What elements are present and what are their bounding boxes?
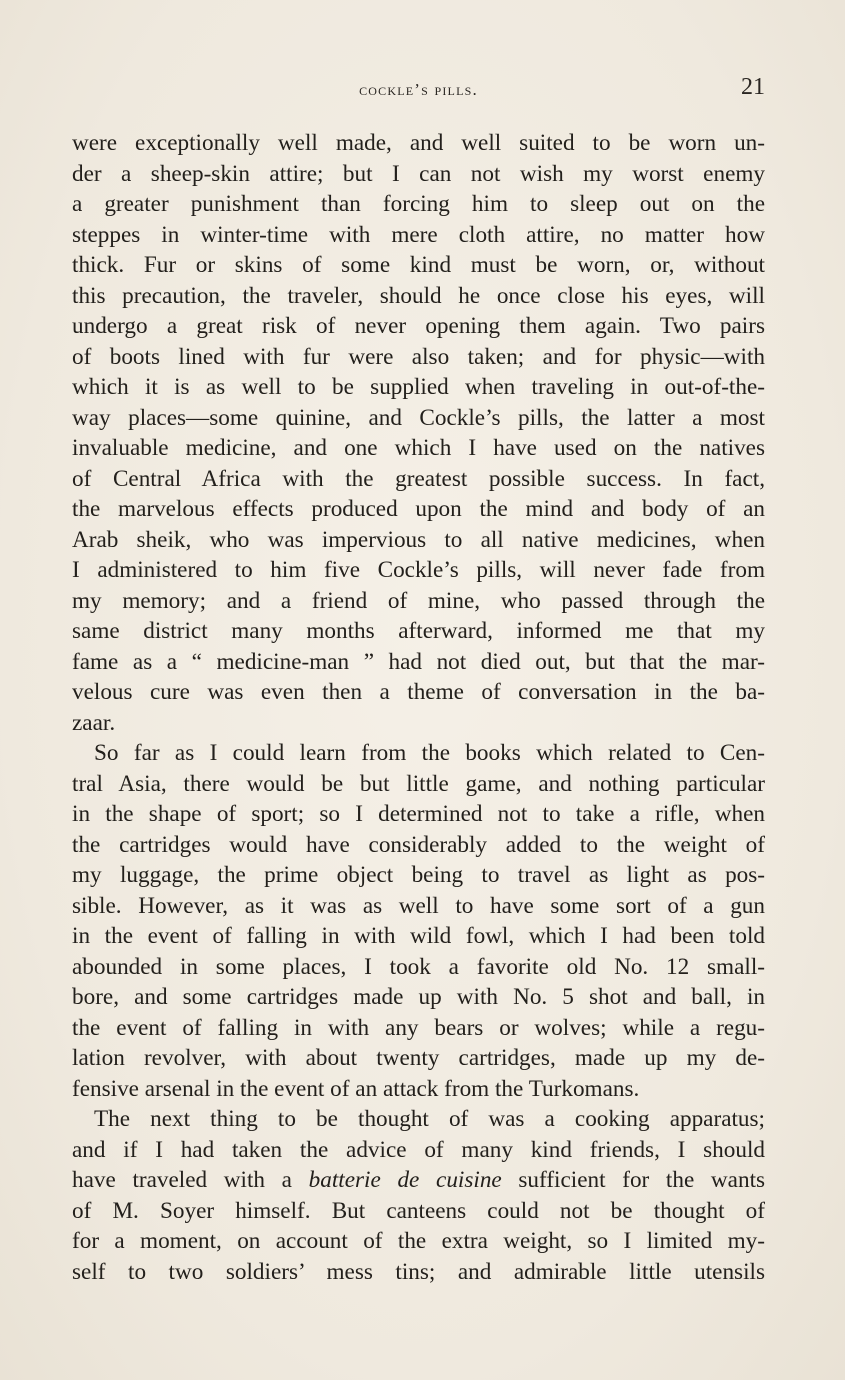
text-line: abounded in some places, I took a favorite old No. 12 small- bbox=[72, 953, 765, 980]
text-run: have traveled with a bbox=[72, 1167, 292, 1193]
text-line: fame as a “ medicine-man ” had not died out, but that the mar- bbox=[72, 648, 765, 675]
text-line: thick. Fur or skins of some kind must be worn, or, without bbox=[72, 252, 765, 278]
text-line: way places—some quinine, and Cockle’s pills, the latter a most bbox=[72, 404, 765, 431]
text-line: The next thing to be thought of was a cooking apparatus; bbox=[94, 1106, 765, 1132]
text-line: Arab sheik, who was impervious to all native medicines, when bbox=[72, 526, 765, 553]
text-line: of boots lined with fur were also taken; and for physic—with bbox=[72, 343, 765, 370]
text-line: in the shape of sport; so I determined not to take a rifle, when bbox=[72, 801, 765, 827]
text-line: self to two soldiers’ mess tins; and admirable little utensils bbox=[72, 1258, 765, 1285]
body-text bbox=[72, 128, 765, 1287]
text-line: undergo a great risk of never opening them again. Two pairs bbox=[72, 313, 765, 339]
text-line: the marvelous effects produced upon the mind and body of an bbox=[72, 496, 765, 522]
text-line: I administered to him five Cockle’s pills, will never fade from bbox=[72, 557, 765, 583]
text-line: were exceptionally well made, and well suited to be worn un- bbox=[72, 130, 765, 156]
page-number: 21 bbox=[741, 74, 765, 100]
text-line: bore, and some cartridges made up with No. 5 shot and ball, in bbox=[72, 984, 765, 1010]
text-line: sible. However, as it was as well to have some sort of a gun bbox=[72, 892, 765, 919]
text-line: of M. Soyer himself. But canteens could not be thought of bbox=[72, 1197, 765, 1224]
text-line-with-italic bbox=[72, 1165, 765, 1196]
text-line: the cartridges would have considerably added to the weight of bbox=[72, 831, 765, 858]
text-line: my luggage, the prime object being to travel as light as pos- bbox=[72, 862, 765, 888]
italic-phrase: batterie de cuisine bbox=[308, 1167, 502, 1193]
text-line: my memory; and a friend of mine, who passed through the bbox=[72, 587, 765, 614]
text-line: and if I had taken the advice of many kind friends, I should bbox=[72, 1136, 765, 1163]
text-line: steppes in winter-time with mere cloth attire, no matter how bbox=[72, 221, 765, 248]
text-run: sufficient for the wants bbox=[518, 1167, 766, 1193]
text-line: tral Asia, there would be but little game, and nothing particular bbox=[72, 770, 765, 797]
text-line: in the event of falling in with wild fowl, which I had been told bbox=[72, 923, 765, 949]
text-line: lation revolver, with about twenty cartridges, made up my de- bbox=[72, 1045, 765, 1071]
text-line: the event of falling in with any bears or wolves; while a regu- bbox=[72, 1014, 765, 1041]
text-line: this precaution, the traveler, should he once close his eyes, will bbox=[72, 282, 765, 309]
text-line: der a sheep-skin attire; but I can not wish my worst enemy bbox=[72, 160, 765, 187]
text-line: velous cure was even then a theme of conversation in the ba- bbox=[72, 679, 765, 705]
text-line: of Central Africa with the greatest possible success. In fact, bbox=[72, 465, 765, 492]
text-line: which it is as well to be supplied when traveling in out-of-the- bbox=[72, 374, 765, 400]
text-line: a greater punishment than forcing him to sleep out on the bbox=[72, 191, 765, 217]
text-line: fensive arsenal in the event of an attack from the Turkomans. bbox=[72, 1075, 640, 1102]
running-title: cockle’s pills. bbox=[359, 80, 478, 99]
text-line: So far as I could learn from the books which related to Cen- bbox=[94, 740, 765, 766]
text-line: zaar. bbox=[72, 709, 116, 736]
text-line: same district many months afterward, informed me that my bbox=[72, 618, 765, 644]
running-head bbox=[72, 74, 765, 106]
text-line: invaluable medicine, and one which I have used on the natives bbox=[72, 435, 765, 461]
text-line: for a moment, on account of the extra weight, so I limited my- bbox=[72, 1228, 765, 1254]
